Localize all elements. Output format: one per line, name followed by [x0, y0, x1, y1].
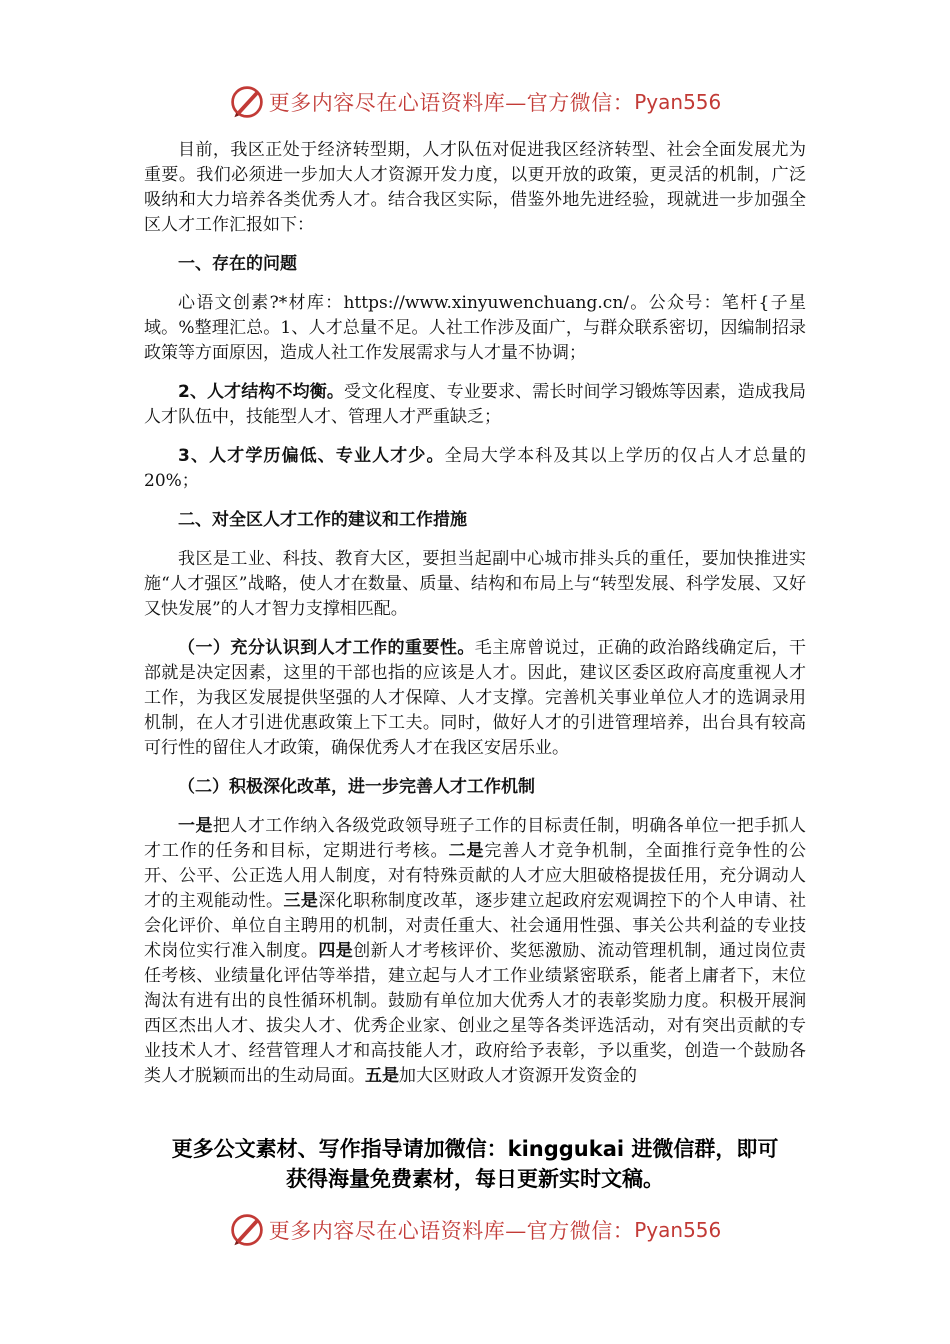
- measure-2-text: 完善人才竞争机制，全面推行竞争性的公开、公平、公正选人用人制度，对有特殊贡献的人才应大胆破格提拔任用，充分调动人才的主观能动性。: [144, 841, 807, 911]
- measure-4-label: 四是: [318, 941, 354, 961]
- measure-2-label: 二是: [448, 841, 485, 861]
- measure-1-label: 一是: [178, 816, 213, 836]
- measure-3-text: 深化职称制度改革，逐步建立起政府宏观调控下的个人申请、社会化评价、单位自主聘用的机制，对责任重大、社会通用性强、事关公共利益的专业技术岗位实行准入制度。: [144, 891, 807, 961]
- document-body: [144, 138, 806, 1089]
- footer-banner-text: 更多内容尽在心语资料库—官方微信：: [268, 1219, 635, 1243]
- measure-5-text: 加大区财政人才资源开发资金的: [399, 1066, 637, 1086]
- intro-paragraph: 目前，我区正处于经济转型期，人才队伍对促进我区经济转型、社会全面发展尤为重要。我们必须进一步加大人才资源开发力度，以更开放的政策，更灵活的机制，广泛吸纳和大力培养各类优秀人才。结合我区实际，借鉴外地先进经验，现就进一步加强全区人才工作汇报如下：: [144, 140, 806, 235]
- strategy-paragraph: 我区是工业、科技、教育大区，要担当起副中心城市排头兵的重任，要加快推进实施“人才强区”战略，使人才在数量、质量、结构和布局上与“转型发展、科学发展、又好又快发展”的人才智力支撑相匹配。: [144, 549, 806, 619]
- problem-1-paragraph: 心语文创素?*材库：https://www.xinyuwenchuang.cn/。公众号：笔杆{子星域。%整理汇总。1、人才总量不足。人社工作涉及面广，与群众联系密切，因编制招录政策等方面原因，造成人社工作发展需求与人才量不协调；: [144, 293, 806, 363]
- subsection-1-paragraph: [144, 636, 806, 761]
- measure-5-label: 五是: [365, 1066, 399, 1086]
- section-1-heading: 一、存在的问题: [178, 254, 297, 274]
- measure-1-text: 把人才工作纳入各级党政领导班子工作的目标责任制，明确各单位一把手抓人才工作的任务和目标，定期进行考核。: [144, 816, 807, 861]
- measure-3-label: 三是: [283, 891, 319, 911]
- subsection-1-text: 毛主席曾说过，正确的政治路线确定后，干部就是决定因素，这里的干部也指的应该是人才。因此，建议区委区政府高度重视人才工作，为我区发展提供坚强的人才保障、人才支撑。完善机关事业单位人才的选调录用机制，在人才引进优惠政策上下工夫。同时，做好人才的引进管理培养，出台具有较高可行性的留住人才政策，确保优秀人才在我区安居乐业。: [144, 638, 807, 758]
- subsection-2-heading: （二）积极深化改革，进一步完善人才工作机制: [178, 777, 535, 797]
- problem-3-paragraph: [144, 444, 806, 494]
- header-banner-wechat: Pyan556: [634, 90, 722, 114]
- problem-2-paragraph: [144, 380, 806, 430]
- pen-logo-icon: [229, 84, 265, 120]
- measure-4-text: 创新人才考核评价、奖惩激励、流动管理机制，通过岗位责任考核、业绩量化评估等举措，建立起与人才工作业绩紧密联系，能者上庸者下，末位淘汰有进有出的良性循环机制。鼓励有单位加大优秀人才的表彰奖励力度。积极开展涧西区杰出人才、拔尖人才、优秀企业家、创业之星等各类评选活动，对有突出贡献的专业技术人才、经营管理人才和高技能人才，政府给予表彰，予以重奖，创造一个鼓励各类人才脱颖而出的生动局面。: [144, 941, 807, 1086]
- header-banner: [0, 82, 950, 122]
- problem-3-text: 全局大学本科及其以上学历的仅占人才总量的20%；: [144, 446, 807, 491]
- footer-banner-wechat: Pyan556: [634, 1218, 722, 1242]
- promo-line-1: 更多公文素材、写作指导请加微信：kinggukai 进微信群，即可: [171, 1137, 779, 1161]
- promo-notice: [100, 1134, 850, 1194]
- problem-2-text: 受文化程度、专业要求、需长时间学习锻炼等因素，造成我局人才队伍中，技能型人才、管理人才严重缺乏；: [144, 382, 806, 427]
- subsection-1-title: （一）充分认识到人才工作的重要性。: [178, 638, 475, 658]
- section-2-heading: 二、对全区人才工作的建议和工作措施: [178, 510, 467, 530]
- footer-banner: [0, 1210, 950, 1250]
- problem-2-title: 2、人才结构不均衡。: [178, 382, 344, 402]
- header-banner-text: 更多内容尽在心语资料库—官方微信：: [268, 91, 635, 115]
- promo-line-2: 获得海量免费素材，每日更新实时文稿。: [286, 1167, 664, 1191]
- pen-logo-icon: [229, 1212, 265, 1248]
- measures-paragraph: [144, 814, 806, 1089]
- problem-3-title: 3、人才学历偏低、专业人才少。: [178, 446, 445, 466]
